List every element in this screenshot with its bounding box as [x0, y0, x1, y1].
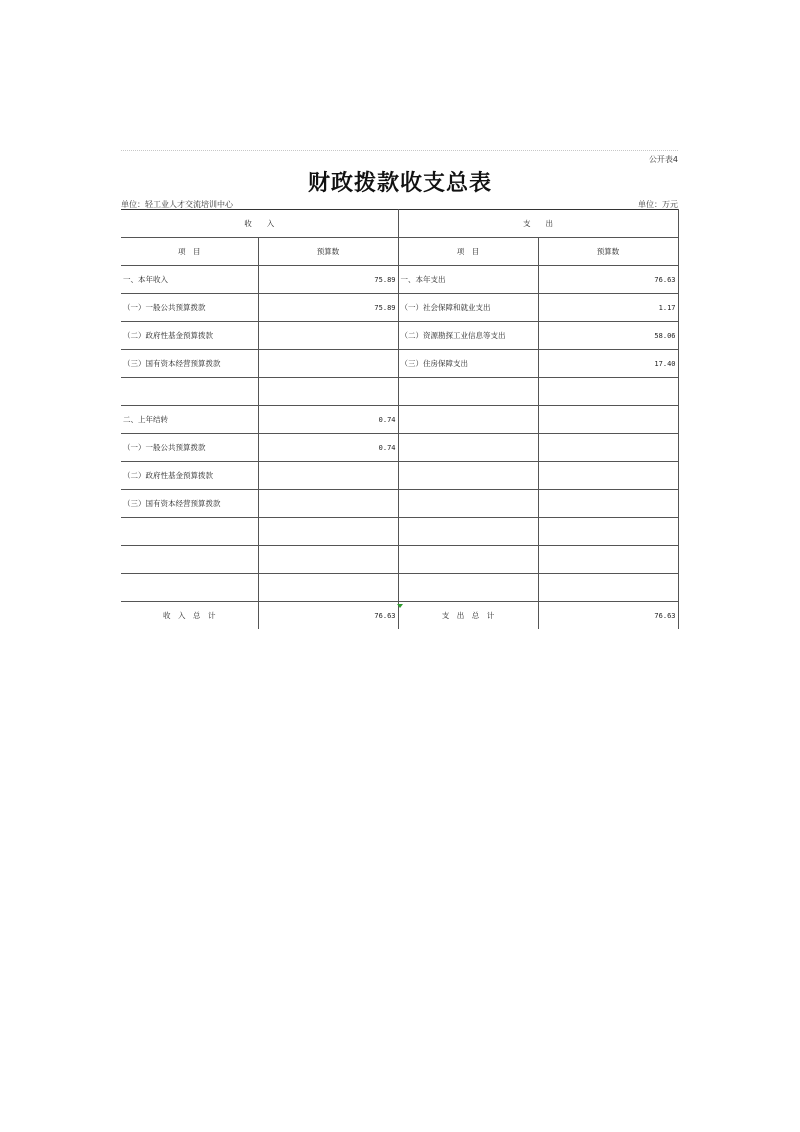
expense-item-cell [398, 462, 538, 490]
income-item-cell [121, 378, 258, 406]
income-value-cell [258, 518, 398, 546]
expense-item-cell [398, 406, 538, 434]
income-item-cell: 二、上年结转 [121, 406, 258, 434]
page-title: 财政拨款收支总表 [307, 170, 492, 196]
expense-value-cell [538, 518, 678, 546]
expense-total-value: 76.63 [538, 602, 678, 630]
income-value-cell [258, 490, 398, 518]
expense-value-cell [538, 546, 678, 574]
income-item-cell [121, 574, 258, 602]
income-item-cell: 一、本年收入 [121, 266, 258, 294]
col-header-expense-item: 项 目 [398, 238, 538, 266]
expense-value-cell [538, 462, 678, 490]
income-value-cell: 0.74 [258, 406, 398, 434]
expense-value-cell [538, 434, 678, 462]
table-row [121, 294, 678, 322]
table-row [121, 266, 678, 294]
expense-item-cell [398, 378, 538, 406]
expense-value-cell [538, 490, 678, 518]
expense-item-cell: 一、本年支出 [398, 266, 538, 294]
expense-value-cell [538, 378, 678, 406]
expense-item-cell: （二）资源勘探工业信息等支出 [398, 322, 538, 350]
expense-item-cell [398, 490, 538, 518]
income-value-cell: 75.89 [258, 266, 398, 294]
table-row [121, 490, 678, 518]
expense-item-cell [398, 518, 538, 546]
income-value-cell: 75.89 [258, 294, 398, 322]
income-value-cell [258, 350, 398, 378]
cell-marker-icon [397, 604, 403, 608]
table-row [121, 350, 678, 378]
income-item-cell: （三）国有资本经营预算拨款 [121, 350, 258, 378]
income-value-cell [258, 378, 398, 406]
table-row [121, 574, 678, 602]
expense-value-cell: 76.63 [538, 266, 678, 294]
expense-item-cell [398, 434, 538, 462]
unit-currency: 单位：万元 [638, 200, 678, 209]
table-row [121, 462, 678, 490]
income-item-cell [121, 518, 258, 546]
table-row [121, 378, 678, 406]
table-row [121, 322, 678, 350]
table-row [121, 518, 678, 546]
expense-value-cell: 17.40 [538, 350, 678, 378]
section-expense-header: 支 出 [398, 210, 678, 238]
income-item-cell: （二）政府性基金预算拨款 [121, 462, 258, 490]
column-header-row [121, 238, 678, 266]
section-header-row [121, 210, 678, 238]
income-value-cell [258, 574, 398, 602]
table-code: 公开表4 [648, 155, 678, 164]
income-total-value: 76.63 [258, 602, 398, 630]
income-value-cell [258, 546, 398, 574]
expense-item-cell [398, 574, 538, 602]
income-item-cell [121, 546, 258, 574]
col-header-expense-budget: 预算数 [538, 238, 678, 266]
col-header-income-item: 项 目 [121, 238, 258, 266]
expense-item-cell [398, 546, 538, 574]
table-row [121, 406, 678, 434]
expense-value-cell: 58.06 [538, 322, 678, 350]
page-top-rule [121, 150, 678, 151]
table-row [121, 546, 678, 574]
income-item-cell: （一）一般公共预算拨款 [121, 294, 258, 322]
expense-value-cell [538, 574, 678, 602]
income-value-cell [258, 322, 398, 350]
table-row [121, 434, 678, 462]
income-total-label: 收 入 总 计 [121, 602, 258, 630]
budget-table [121, 209, 679, 629]
income-item-cell: （二）政府性基金预算拨款 [121, 322, 258, 350]
expense-item-cell: （三）住房保障支出 [398, 350, 538, 378]
income-item-cell: （一）一般公共预算拨款 [121, 434, 258, 462]
unit-organization: 单位：轻工业人才交流培训中心 [121, 200, 233, 209]
col-header-income-budget: 预算数 [258, 238, 398, 266]
section-income-header: 收 入 [121, 210, 398, 238]
expense-value-cell [538, 406, 678, 434]
expense-item-cell: （一）社会保障和就业支出 [398, 294, 538, 322]
income-value-cell [258, 462, 398, 490]
income-value-cell: 0.74 [258, 434, 398, 462]
expense-value-cell: 1.17 [538, 294, 678, 322]
expense-total-label: 支 出 总 计 [398, 602, 538, 630]
income-item-cell: （三）国有资本经营预算拨款 [121, 490, 258, 518]
